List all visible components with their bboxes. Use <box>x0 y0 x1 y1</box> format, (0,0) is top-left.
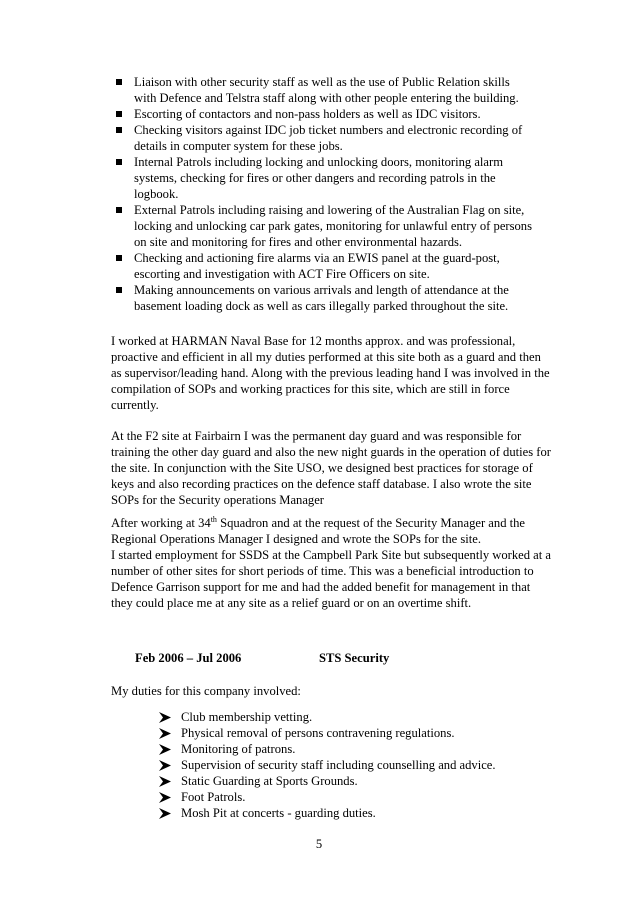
square-bullet-icon <box>116 127 122 133</box>
ssds-text: I started employment for SSDS at the Campbell Park Site but subsequently worked at a number of other sites for short periods of time. This was a beneficial introduction to Defence Garrison support for me and had the added benefit for management in that they could place me at any site as a relief guard or on an overtime shift. <box>111 548 552 610</box>
f2-paragraph: At the F2 site at Fairbairn I was the permanent day guard and was responsible for training the other day guard and also the new night guards in the operation of duties for the site. In conjunction with the Site USO, we designed best practices for storage of keys and also recording practices on the defence staff database. I also wrote the site SOPs for the Security operations Manager <box>111 429 551 507</box>
list-item-text: Checking visitors against IDC job ticket numbers and electronic recording of details in computer system for these jobs. <box>134 123 523 153</box>
arrow-bullet-icon <box>159 760 171 771</box>
square-bullet-icon <box>116 159 122 165</box>
square-bullet-icon <box>116 287 122 293</box>
list-item-text: Monitoring of patrons. <box>181 742 296 756</box>
squadron-text-end: Squadron and at the request of the Security Manager and the Regional Operations Manager I designed and wrote the SOPs for the site. <box>111 516 526 546</box>
squadron-text-start: After working at 34 <box>111 516 211 530</box>
arrow-bullet-icon <box>159 712 171 723</box>
list-item <box>0 805 638 821</box>
arrow-bullet-icon <box>159 808 171 819</box>
square-bullet-icon <box>116 111 122 117</box>
list-item-text: Escorting of contactors and non-pass holders as well as IDC visitors. <box>134 107 481 121</box>
list-item-text: Physical removal of persons contravening regulations. <box>181 726 455 740</box>
list-item <box>0 122 534 154</box>
list-item <box>0 741 638 757</box>
list-item <box>0 789 638 805</box>
list-item-text: Checking and actioning fire alarms via an EWIS panel at the guard-post, escorting and investigation with ACT Fire Officers on site. <box>134 251 500 281</box>
harman-paragraph: I worked at HARMAN Naval Base for 12 months approx. and was professional, proactive and efficient in all my duties performed at this site both as a guard and then as supervisor/leading hand. Along with the previous leading hand I was involved in the compilation of SOPs and working practices for this site, which are still in force currently. <box>111 334 550 412</box>
list-item <box>0 757 638 773</box>
list-item-text: Internal Patrols including locking and unlocking doors, monitoring alarm systems, checking for fires or other dangers and recording patrols in the logbook. <box>134 155 504 201</box>
list-item-text: Club membership vetting. <box>181 710 313 724</box>
list-item <box>0 282 534 314</box>
job-dates: Feb 2006 – Jul 2006 <box>135 651 242 665</box>
squadron-text <box>111 515 551 547</box>
list-item-text: Making announcements on various arrivals and length of attendance at the basement loading dock as well as cars illegally parked throughout the site. <box>134 283 509 313</box>
list-item-text: Supervision of security staff including counselling and advice. <box>181 758 496 772</box>
duties-intro: My duties for this company involved: <box>111 684 301 698</box>
arrow-bullet-icon <box>159 792 171 803</box>
list-item <box>0 74 534 106</box>
square-bullet-icon <box>116 79 122 85</box>
list-item-text: External Patrols including raising and lowering of the Australian Flag on site, locking and unlocking car park gates, monitoring for unlawful entry of persons on site and monitoring for fires and other environmental hazards. <box>134 203 533 249</box>
list-item <box>0 709 638 725</box>
job-company: STS Security <box>319 651 390 665</box>
ordinal-suffix: th <box>210 514 217 524</box>
list-item-text: Foot Patrols. <box>181 790 246 804</box>
arrow-bullet-icon <box>159 776 171 787</box>
arrow-bullet-icon <box>159 728 171 739</box>
square-bullet-icon <box>116 207 122 213</box>
arrow-bullet-icon <box>159 744 171 755</box>
list-item <box>0 202 534 250</box>
list-item <box>0 250 534 282</box>
list-item <box>0 725 638 741</box>
list-item <box>0 773 638 789</box>
list-item <box>0 106 534 122</box>
list-item-text: Liaison with other security staff as well as the use of Public Relation skills with Defence and Telstra staff along with other people entering the building. <box>134 75 519 105</box>
responsibilities-list <box>0 74 638 314</box>
list-item-text: Mosh Pit at concerts - guarding duties. <box>181 806 376 820</box>
duties-list <box>0 709 638 821</box>
square-bullet-icon <box>116 255 122 261</box>
list-item-text: Static Guarding at Sports Grounds. <box>181 774 358 788</box>
list-item <box>0 154 534 202</box>
page-number: 5 <box>315 837 323 851</box>
squadron-paragraph <box>111 515 551 611</box>
